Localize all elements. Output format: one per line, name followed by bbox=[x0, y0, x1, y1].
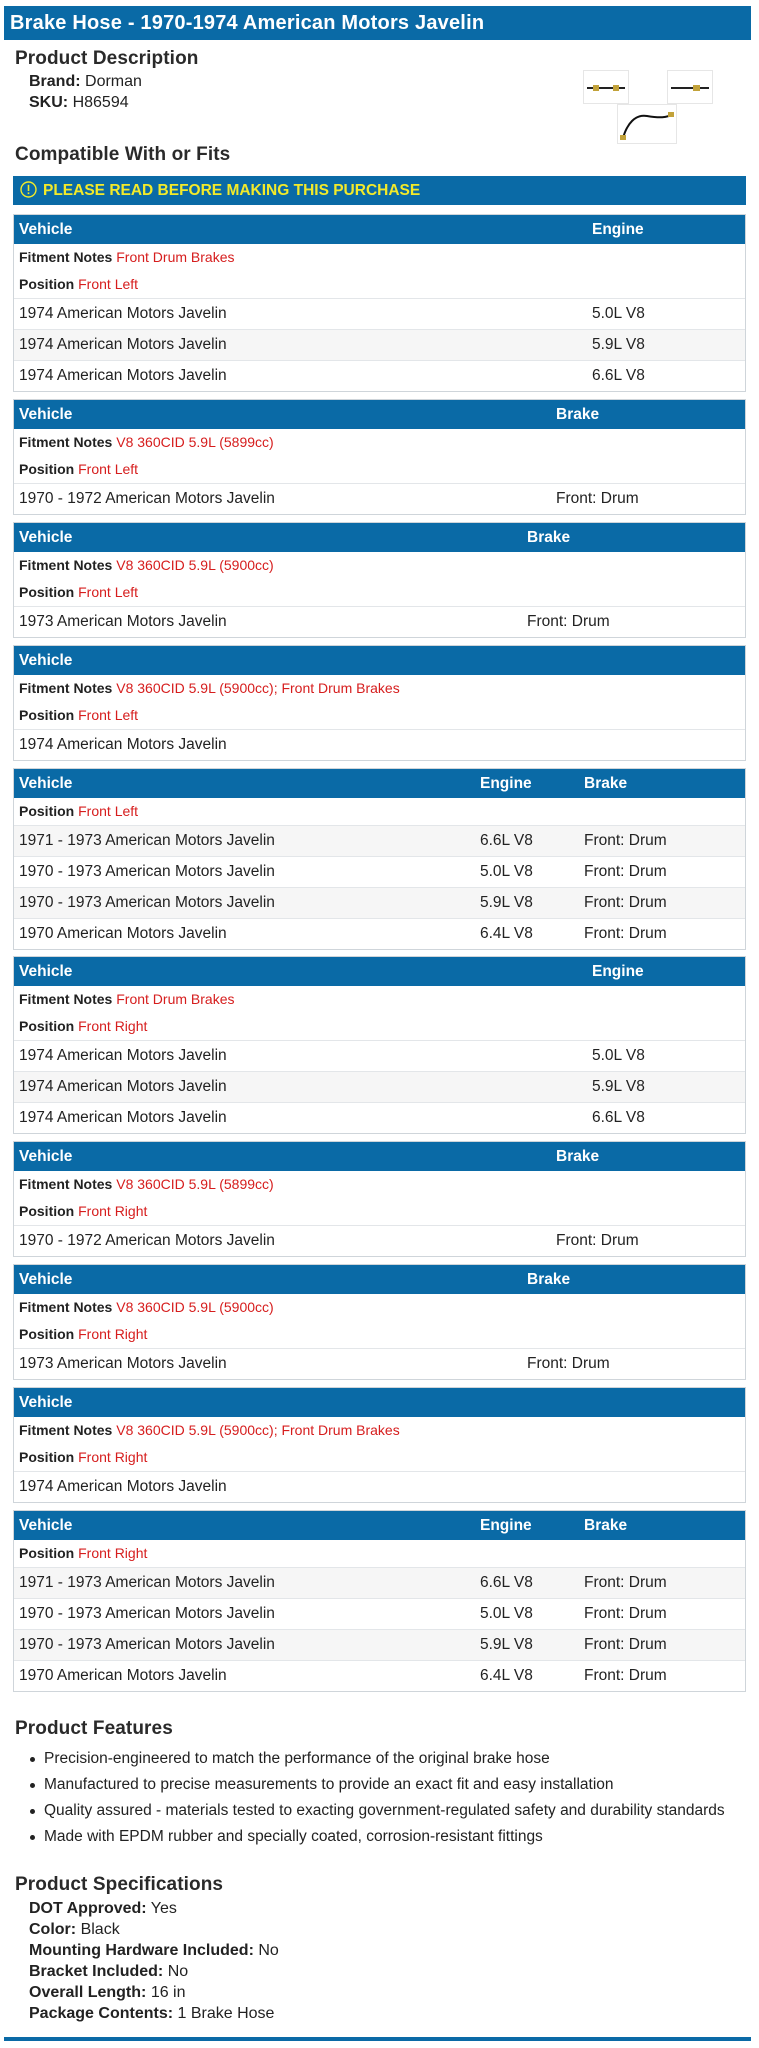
sku-line bbox=[29, 94, 129, 112]
fitment-notes-row: Fitment Notes V8 360CID 5.9L (5899cc) bbox=[19, 434, 274, 450]
col-brake: Brake bbox=[527, 1271, 571, 1288]
purchase-alert[interactable] bbox=[13, 176, 746, 205]
col-engine: Engine bbox=[592, 221, 644, 238]
fitment-table-5 bbox=[13, 768, 746, 950]
col-engine: Engine bbox=[592, 963, 644, 980]
position-row: Position Front Left bbox=[19, 276, 139, 292]
col-vehicle: Vehicle bbox=[19, 775, 73, 792]
table-row: 1974 American Motors Javelin 5.0L V8 bbox=[14, 1040, 745, 1071]
fitment-notes-row: Fitment Notes Front Drum Brakes bbox=[19, 991, 235, 1007]
bottom-divider bbox=[4, 2037, 751, 2041]
fitment-table-1 bbox=[13, 214, 746, 392]
col-engine: Engine bbox=[480, 1517, 532, 1534]
col-vehicle: Vehicle bbox=[19, 221, 73, 238]
spec-row: Mounting Hardware Included: No bbox=[29, 1942, 279, 1959]
col-brake: Brake bbox=[527, 529, 571, 546]
table-row: 1974 American Motors Javelin 5.9L V8 bbox=[14, 329, 745, 360]
fitment-notes-row: Fitment Notes V8 360CID 5.9L (5900cc) bbox=[19, 1299, 274, 1315]
col-brake: Brake bbox=[556, 1148, 600, 1165]
features-heading: Product Features bbox=[15, 1718, 173, 1739]
col-engine: Engine bbox=[480, 775, 532, 792]
brand-label: Brand: bbox=[29, 73, 81, 90]
list-item: Manufactured to precise measurements to provide an exact fit and easy installation bbox=[30, 1772, 725, 1798]
position-row: Position Front Left bbox=[19, 461, 139, 477]
table-header bbox=[14, 769, 745, 798]
spec-row: Color: Black bbox=[29, 1921, 120, 1938]
table-row: 1974 American Motors Javelin bbox=[14, 1471, 745, 1502]
table-row: 1970 American Motors Javelin 6.4L V8 Front: Drum bbox=[14, 1660, 745, 1691]
table-row: 1974 American Motors Javelin 6.6L V8 bbox=[14, 1102, 745, 1133]
brand-value: Dorman bbox=[85, 73, 142, 90]
col-brake: Brake bbox=[556, 406, 600, 423]
table-row: 1970 American Motors Javelin 6.4L V8 Front: Drum bbox=[14, 918, 745, 949]
table-row: 1970 - 1973 American Motors Javelin 5.0L V8 Front: Drum bbox=[14, 856, 745, 887]
list-item: Precision-engineered to match the performance of the original brake hose bbox=[30, 1746, 725, 1772]
fitment-table-10 bbox=[13, 1510, 746, 1692]
table-row: 1974 American Motors Javelin bbox=[14, 729, 745, 760]
fitment-table-9 bbox=[13, 1387, 746, 1503]
fitment-table-4 bbox=[13, 645, 746, 761]
col-vehicle: Vehicle bbox=[19, 1148, 73, 1165]
table-row: 1974 American Motors Javelin 5.9L V8 bbox=[14, 1071, 745, 1102]
table-header bbox=[14, 400, 745, 429]
specs-heading: Product Specifications bbox=[15, 1874, 224, 1895]
table-header bbox=[14, 1388, 745, 1417]
table-row: 1970 - 1972 American Motors Javelin Front: Drum bbox=[14, 483, 745, 514]
bullet-icon bbox=[30, 1783, 35, 1788]
product-thumbnail-2[interactable] bbox=[667, 70, 713, 104]
position-row: Position Front Right bbox=[19, 1545, 148, 1561]
position-row: Position Front Left bbox=[19, 584, 139, 600]
product-thumbnail-1[interactable] bbox=[583, 70, 629, 104]
position-row: Position Front Left bbox=[19, 707, 139, 723]
product-thumbnail-3[interactable] bbox=[617, 104, 677, 144]
table-header bbox=[14, 957, 745, 986]
position-row: Position Front Right bbox=[19, 1326, 148, 1342]
spec-row: DOT Approved: Yes bbox=[29, 1900, 177, 1917]
table-row: 1974 American Motors Javelin 5.0L V8 bbox=[14, 298, 745, 329]
table-row: 1970 - 1972 American Motors Javelin Front: Drum bbox=[14, 1225, 745, 1256]
table-row: 1971 - 1973 American Motors Javelin 6.6L V8 Front: Drum bbox=[14, 825, 745, 856]
position-row: Position Front Right bbox=[19, 1018, 148, 1034]
spec-row: Package Contents: 1 Brake Hose bbox=[29, 2005, 275, 2022]
col-vehicle: Vehicle bbox=[19, 529, 73, 546]
table-row: 1971 - 1973 American Motors Javelin 6.6L V8 Front: Drum bbox=[14, 1567, 745, 1598]
position-row: Position Front Left bbox=[19, 803, 139, 819]
spec-row: Overall Length: 16 in bbox=[29, 1984, 186, 2001]
fitment-notes-row: Fitment Notes V8 360CID 5.9L (5900cc); Front Drum Brakes bbox=[19, 1422, 400, 1438]
fitment-notes-row: Fitment Notes Front Drum Brakes bbox=[19, 249, 235, 265]
position-row: Position Front Right bbox=[19, 1203, 148, 1219]
fitment-table-8 bbox=[13, 1264, 746, 1380]
compat-heading: Compatible With or Fits bbox=[15, 144, 231, 165]
alert-text: PLEASE READ BEFORE MAKING THIS PURCHASE bbox=[43, 182, 421, 199]
col-vehicle: Vehicle bbox=[19, 963, 73, 980]
table-row: 1970 - 1973 American Motors Javelin 5.9L V8 Front: Drum bbox=[14, 887, 745, 918]
bullet-icon bbox=[30, 1809, 35, 1814]
table-header bbox=[14, 1265, 745, 1294]
table-row: 1973 American Motors Javelin Front: Drum bbox=[14, 1348, 745, 1379]
fitment-notes-row: Fitment Notes V8 360CID 5.9L (5900cc); Front Drum Brakes bbox=[19, 680, 400, 696]
table-header bbox=[14, 1142, 745, 1171]
col-brake: Brake bbox=[584, 1517, 628, 1534]
exclamation-icon bbox=[20, 181, 37, 198]
fitment-notes-row: Fitment Notes V8 360CID 5.9L (5900cc) bbox=[19, 557, 274, 573]
brand-line bbox=[29, 73, 142, 91]
fitment-notes-row: Fitment Notes V8 360CID 5.9L (5899cc) bbox=[19, 1176, 274, 1192]
fitment-table-6 bbox=[13, 956, 746, 1134]
table-header bbox=[14, 523, 745, 552]
sku-label: SKU: bbox=[29, 94, 69, 111]
features-list bbox=[30, 1746, 725, 1850]
table-row: 1973 American Motors Javelin Front: Drum bbox=[14, 606, 745, 637]
description-heading: Product Description bbox=[15, 48, 199, 69]
spec-row: Bracket Included: No bbox=[29, 1963, 189, 1980]
table-row: 1970 - 1973 American Motors Javelin 5.0L V8 Front: Drum bbox=[14, 1598, 745, 1629]
list-item: Made with EPDM rubber and specially coated, corrosion-resistant fittings bbox=[30, 1824, 725, 1850]
table-header bbox=[14, 1511, 745, 1540]
bullet-icon bbox=[30, 1757, 35, 1762]
fitment-table-2 bbox=[13, 399, 746, 515]
col-vehicle: Vehicle bbox=[19, 1394, 73, 1411]
col-vehicle: Vehicle bbox=[19, 1271, 73, 1288]
col-vehicle: Vehicle bbox=[19, 652, 73, 669]
table-header bbox=[14, 215, 745, 244]
col-brake: Brake bbox=[584, 775, 628, 792]
col-vehicle: Vehicle bbox=[19, 406, 73, 423]
list-item: Quality assured - materials tested to exacting government-regulated safety and durability standards bbox=[30, 1798, 725, 1824]
page-title: Brake Hose - 1970-1974 American Motors Javelin bbox=[4, 6, 751, 40]
table-row: 1974 American Motors Javelin 6.6L V8 bbox=[14, 360, 745, 391]
sku-value: H86594 bbox=[72, 94, 129, 111]
position-row: Position Front Right bbox=[19, 1449, 148, 1465]
table-header bbox=[14, 646, 745, 675]
col-vehicle: Vehicle bbox=[19, 1517, 73, 1534]
bullet-icon bbox=[30, 1835, 35, 1840]
fitment-table-3 bbox=[13, 522, 746, 638]
fitment-table-7 bbox=[13, 1141, 746, 1257]
table-row: 1970 - 1973 American Motors Javelin 5.9L V8 Front: Drum bbox=[14, 1629, 745, 1660]
